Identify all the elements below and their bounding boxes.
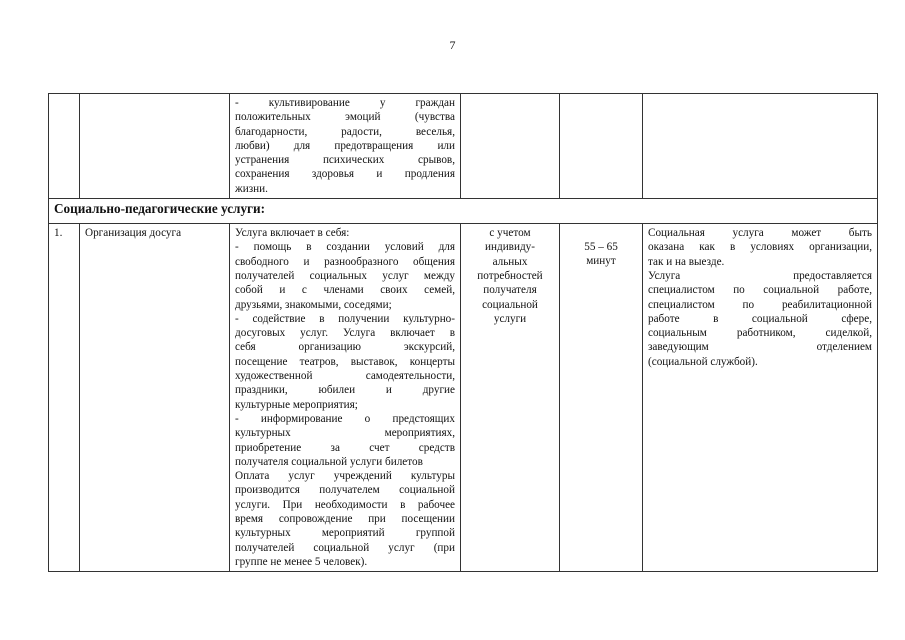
description-line: себя организацию экскурсий, [235,341,455,354]
conditions-line: специалистом по социальной работе, [648,284,872,297]
description-line: получателей социальной услуг (при [235,541,455,554]
services-table [48,93,878,572]
cell-service-name: Организация досуга [80,224,230,572]
section-title: Социально-педагогические услуги: [49,199,878,224]
description-line: время сопровождение при посещении [235,513,455,526]
periodicity-line: услуги [493,312,527,325]
description-line: услуги. При необходимости в рабочее [235,498,455,511]
cell-time [560,94,643,199]
periodicity-line: социальной [482,298,538,311]
description-line: любви) для предотвращения или [235,139,455,152]
description-line: жизни. [235,182,268,195]
page-number: 7 [449,38,456,52]
cell-periodicity [461,94,560,199]
periodicity-line: альных [492,255,528,268]
description-line: - помощь в создании условий для [235,241,455,254]
description-line: благодарности, радости, веселья, [235,125,455,138]
description-line: культурных мероприятий группой [235,527,455,540]
description-line: художественной самодеятельности, [235,370,455,383]
description-line: друзьями, знакомыми, соседями; [235,298,392,311]
description-line: устранения психических срывов, [235,154,455,167]
cell-service-name [80,94,230,199]
periodicity-line: потребностей [477,269,543,282]
description-line: праздники, юбилеи и другие [235,384,455,397]
conditions-line: Услуга предоставляется [648,269,872,282]
periodicity-line: с учетом [489,227,531,240]
cell-conditions [643,94,878,199]
description-line: приобретение за счет средств [235,441,455,454]
description-line: культурных мероприятиях, [235,427,455,440]
cell-conditions [643,224,878,572]
description-line: - информирование о предстоящих [235,412,455,425]
periodicity-line: индивиду- [485,241,535,254]
description-line: Оплата услуг учреждений культуры [235,470,455,483]
conditions-line: Социальная услуга может быть [648,227,872,240]
description-line: собой и с членами своих семей, [235,284,455,297]
table-row-service-1 [49,224,878,572]
section-header-row [49,199,878,224]
description-line: досуговых услуг. Услуга включает в [235,327,455,340]
description-line: группе не менее 5 человек). [235,555,368,568]
conditions-line: так и на выезде. [648,255,725,268]
cell-description [230,224,461,572]
description-line: - содействие в получении культурно- [235,312,455,325]
description-line: получателей социальных услуг между [235,269,455,282]
cell-number: 1. [49,224,80,572]
conditions-line: работе в социальной сфере, [648,312,872,325]
conditions-line: социальным работником, сиделкой, [648,327,872,340]
time-line: минут [586,255,616,268]
description-line: посещение театров, выставок, концерты [235,355,455,368]
description-line: Услуга включает в себя: [235,227,350,240]
description-line: - культивирование у граждан [235,97,455,109]
description-line: положительных эмоций (чувства [235,111,455,124]
description-line: свободного и разнообразного общения [235,255,455,268]
time-line: 55 – 65 [584,241,618,254]
description-line: культурные мероприятия; [235,398,358,411]
cell-number [49,94,80,199]
description-line: получателя социальной услуги билетов [235,455,423,468]
conditions-line: заведующим отделением [648,341,872,354]
conditions-line: специалистом по реабилитационной [648,298,872,311]
cell-time [560,224,643,572]
cell-description [230,94,461,199]
cell-periodicity [461,224,560,572]
description-line: производится получателем социальной [235,484,455,497]
conditions-line: оказана как в условиях организации, [648,241,872,254]
conditions-line: (социальной службой). [648,355,758,368]
description-line: сохранения здоровья и продления [235,168,455,181]
table-row-continuation [49,94,878,199]
periodicity-line: получателя [483,284,537,297]
